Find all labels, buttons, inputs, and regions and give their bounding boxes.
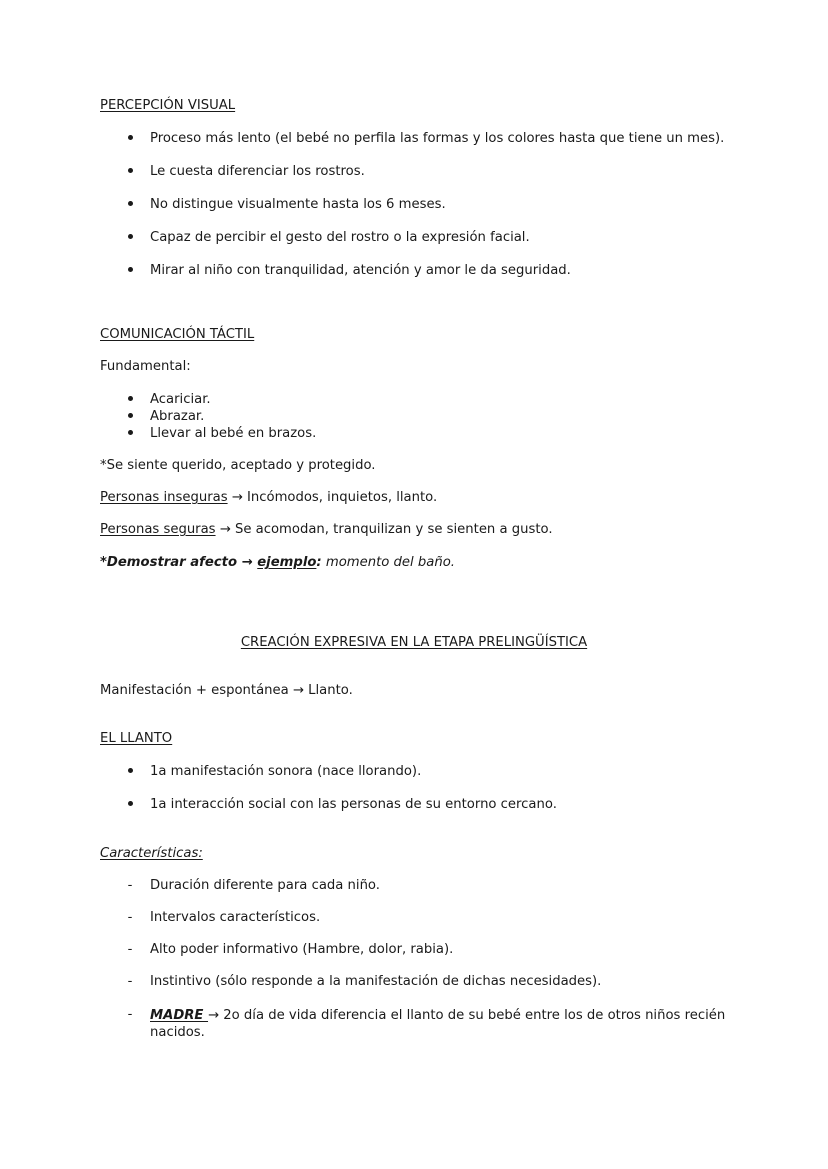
dash-marker: - — [127, 910, 133, 925]
list-item-text: 1a interacción social con las personas de su entorno cercano. — [150, 797, 557, 812]
madre-label: MADRE — [150, 1008, 209, 1023]
bullet-icon — [124, 263, 136, 278]
list-item-text: Instintivo (sólo responde a la manifestación de dichas necesidades). — [150, 974, 602, 989]
personas-inseguras-label: Personas inseguras — [100, 490, 228, 505]
bullet-icon — [124, 426, 136, 441]
list-item-text: Llevar al bebé en brazos. — [150, 426, 317, 441]
list-item-text: Abrazar. — [150, 409, 205, 424]
afecto-rest: momento del baño. — [321, 555, 455, 570]
list-item-text: Mirar al niño con tranquilidad, atención y amor le da seguridad. — [150, 263, 571, 278]
dash-marker: - — [127, 1007, 133, 1022]
list-item-text: Proceso más lento (el bebé no perfila las formas y los colores hasta que tiene un mes). — [150, 131, 725, 146]
tactil-note: *Se siente querido, aceptado y protegido. — [100, 458, 376, 473]
list-item-text: Capaz de percibir el gesto del rostro o la expresión facial. — [150, 230, 530, 245]
bullet-icon — [124, 131, 136, 146]
list-item-text: 1a manifestación sonora (nace llorando). — [150, 764, 422, 779]
bullet-icon — [124, 197, 136, 212]
creacion-intro: Manifestación + espontánea → Llanto. — [100, 683, 353, 698]
personas-seguras — [100, 522, 553, 537]
dash-marker: - — [127, 878, 133, 893]
heading-comunicacion-tactil: COMUNICACIÓN TÁCTIL — [100, 327, 255, 342]
list-item-text: Le cuesta diferenciar los rostros. — [150, 164, 365, 179]
personas-seguras-label: Personas seguras — [100, 522, 216, 537]
bullet-icon — [124, 764, 136, 779]
heading-creacion-expresiva: CREACIÓN EXPRESIVA EN LA ETAPA PRELINGÜÍSTICA — [240, 635, 588, 650]
bullet-icon — [124, 230, 136, 245]
demostrar-afecto — [100, 555, 455, 570]
list-item-text: No distingue visualmente hasta los 6 meses. — [150, 197, 446, 212]
bullet-icon — [124, 409, 136, 424]
caracteristicas-label: Características: — [100, 846, 203, 861]
heading-el-llanto: EL LLANTO — [100, 731, 173, 746]
list-item-text: Intervalos característicos. — [150, 910, 321, 925]
dash-marker: - — [127, 942, 133, 957]
list-item-text: Acariciar. — [150, 392, 211, 407]
list-item-text: Duración diferente para cada niño. — [150, 878, 380, 893]
personas-seguras-text: → Se acomodan, tranquilizan y se sienten a gusto. — [215, 522, 553, 537]
dash-marker: - — [127, 974, 133, 989]
bullet-icon — [124, 797, 136, 812]
list-item-text — [150, 1007, 730, 1041]
bullet-icon — [124, 164, 136, 179]
afecto-colon: : — [316, 555, 322, 570]
personas-inseguras — [100, 490, 437, 505]
madre-text: → 2o día de vida diferencia el llanto de su bebé entre los de otros niños recién nacidos. — [150, 1008, 726, 1040]
afecto-ejemplo: ejemplo — [257, 555, 317, 570]
bullet-icon — [124, 392, 136, 407]
tactil-intro: Fundamental: — [100, 359, 191, 374]
afecto-bold: *Demostrar afecto → — [100, 555, 258, 570]
personas-inseguras-text: → Incómodos, inquietos, llanto. — [227, 490, 438, 505]
heading-percepcion-visual: PERCEPCIÓN VISUAL — [100, 98, 236, 113]
list-item-text: Alto poder informativo (Hambre, dolor, rabia). — [150, 942, 454, 957]
